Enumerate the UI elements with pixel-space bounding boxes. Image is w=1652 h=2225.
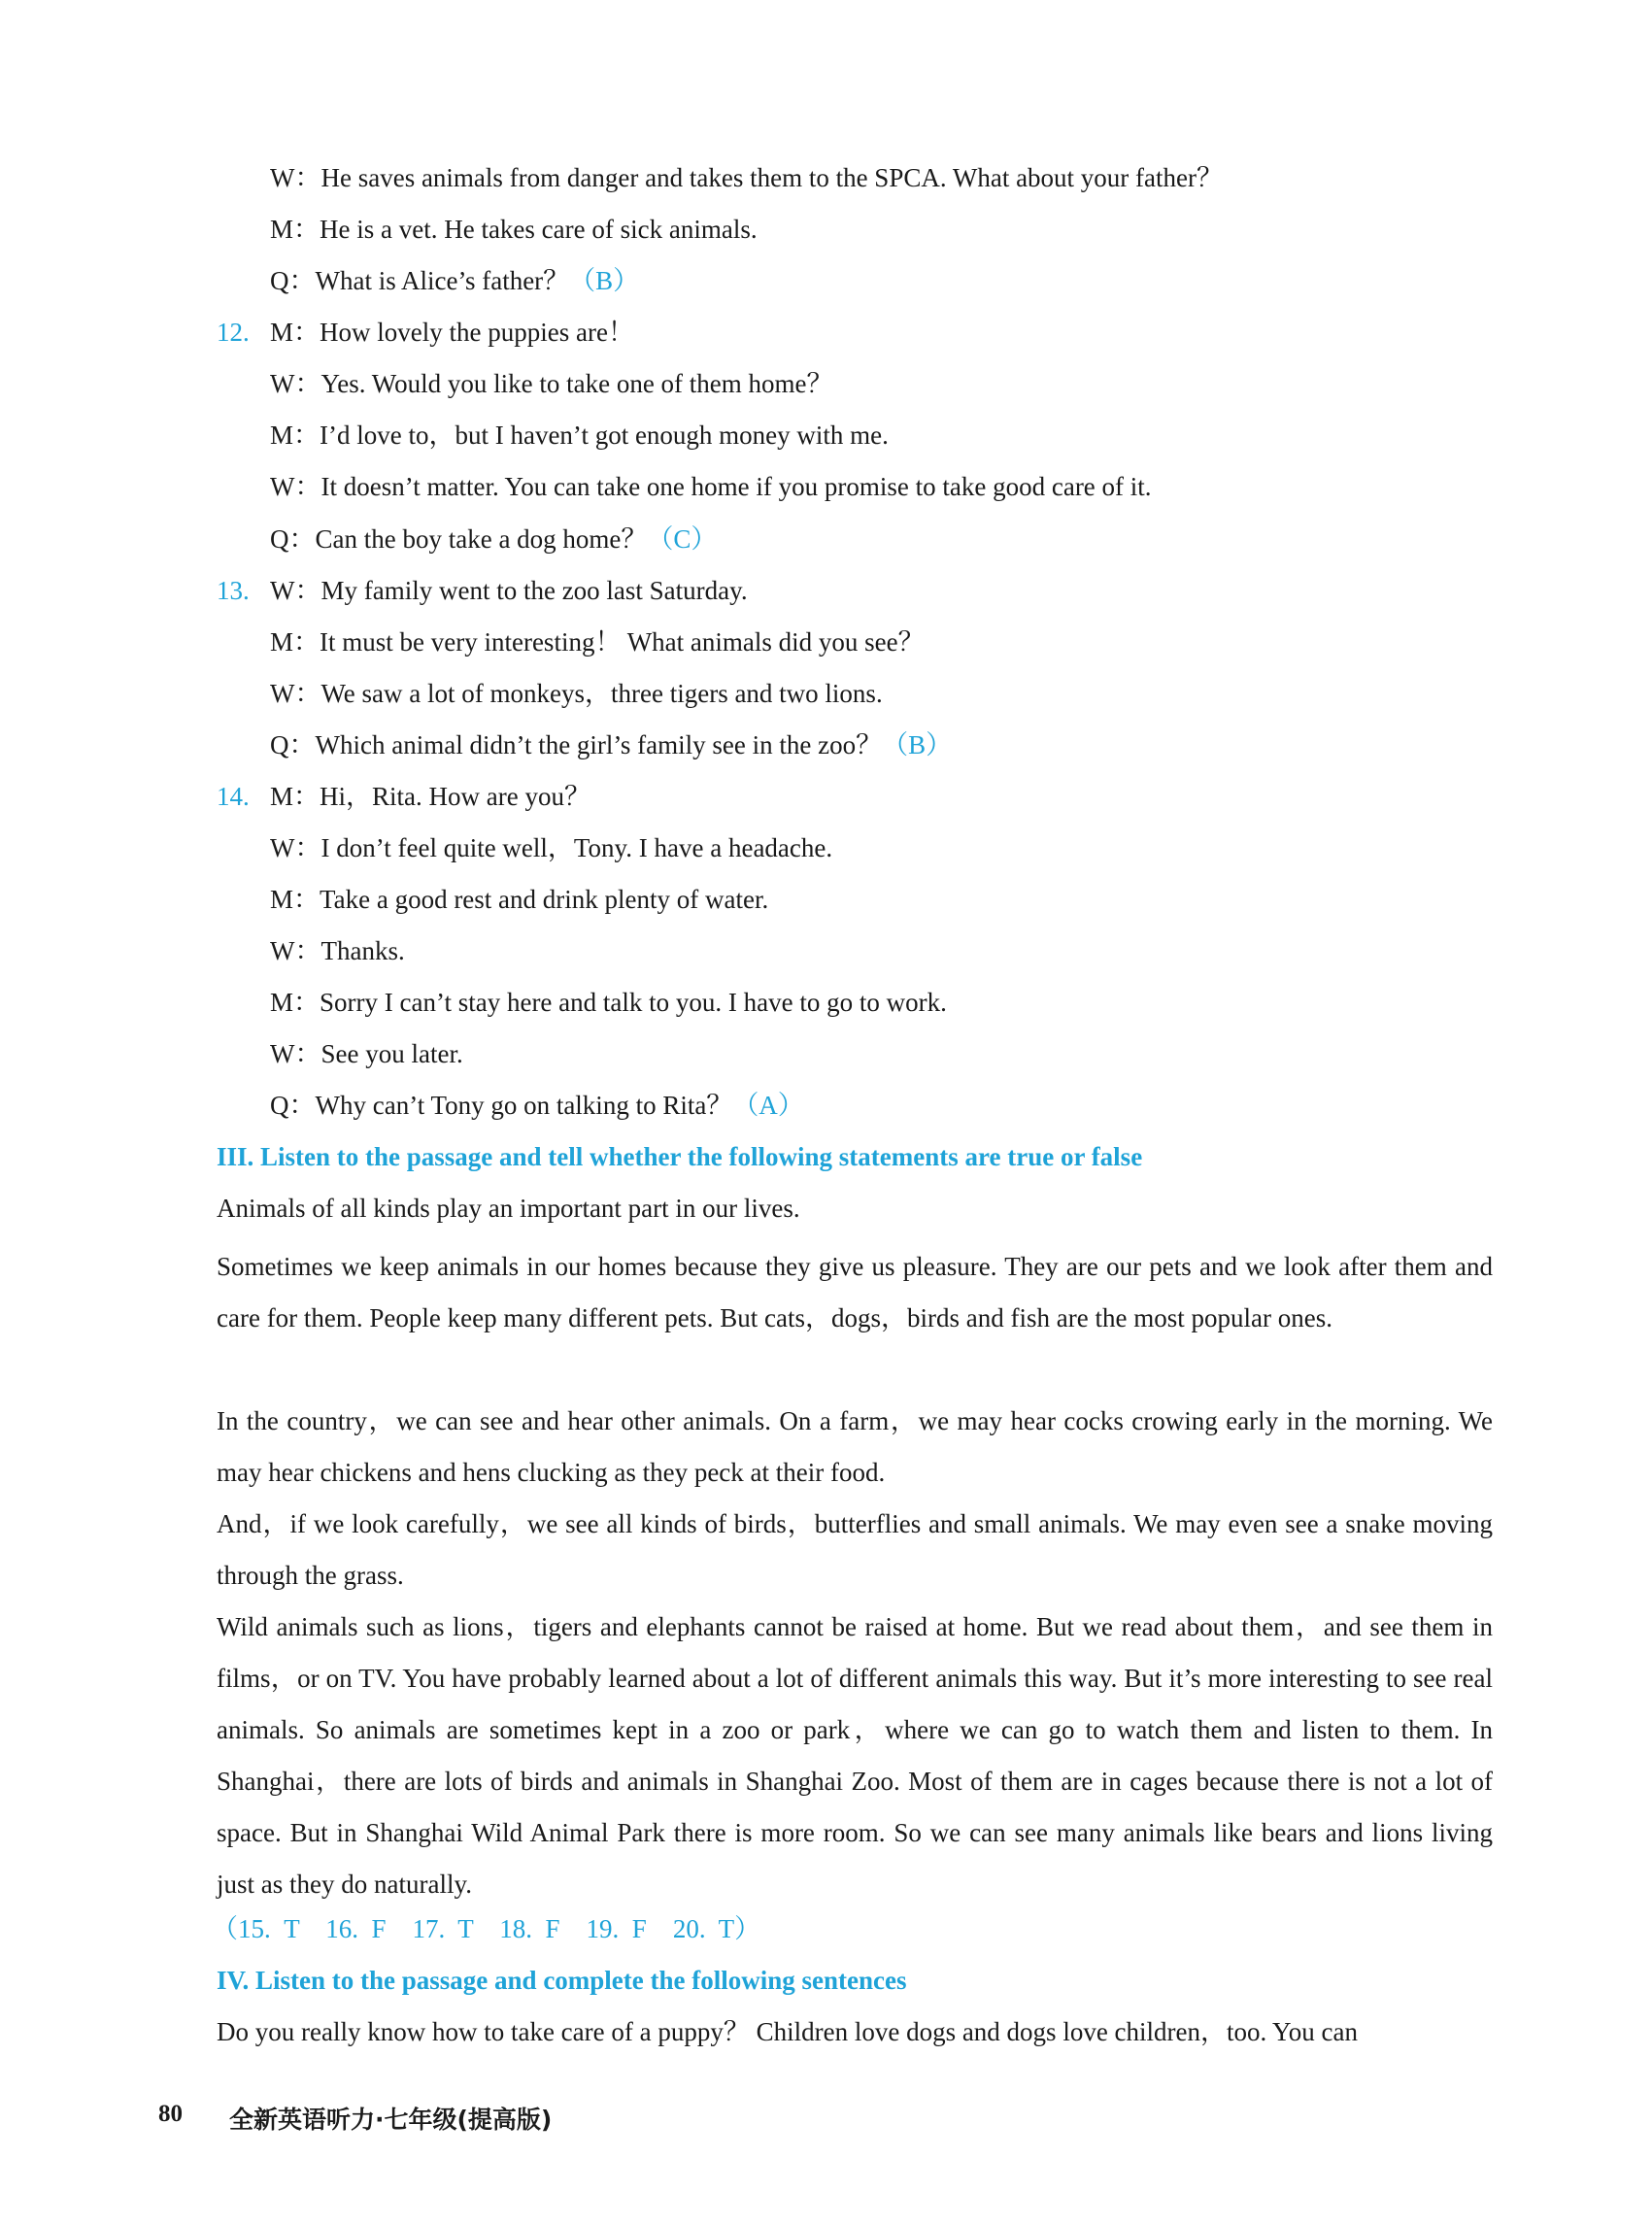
question-text: Q：Can the boy take a dog home？ [270, 524, 648, 554]
question-line [270, 521, 1652, 557]
question-line [270, 1087, 1652, 1124]
dialogue-text: M：Take a good rest and drink plenty of water. [270, 885, 769, 914]
item-number: 12. [217, 318, 250, 347]
dialogue-line [270, 365, 1652, 402]
dialogue-text: W：I don’t feel quite well，Tony. I have a headache. [270, 833, 833, 862]
answer-key: （B） [569, 266, 640, 295]
paragraph: Do you really know how to take care of a puppy？ Children love dogs and dogs love children，too. You can [217, 2017, 1359, 2046]
paragraph: Sometimes we keep animals in our homes because they give us pleasure. They are our pets and we look after them and care for them. People keep many different pets. But cats，dogs，birds and fish are the most popular ones. [217, 1252, 1493, 1332]
answer-key: （B） [882, 730, 953, 759]
dialogue-text: M：Hi，Rita. How are you？ [270, 782, 590, 811]
paragraph: Animals of all kinds play an important part in our lives. [217, 1194, 800, 1223]
dialogue-text: M：Sorry I can’t stay here and talk to you. I have to go to work. [270, 988, 947, 1017]
dialogue-line [270, 881, 1652, 918]
dialogue-text: M：It must be very interesting！ What animals did you see？ [270, 627, 925, 657]
dialogue-line [270, 624, 1652, 660]
question-line [270, 262, 1652, 299]
dialogue-line [270, 159, 1652, 196]
question-text: Q：Why can’t Tony go on talking to Rita？ [270, 1091, 733, 1120]
item-number: 13. [217, 576, 250, 605]
paragraph: Wild animals such as lions，tigers and elephants cannot be raised at home. But we read about them，and see them in films，or on TV. You have probably learned about a lot of different animals this way. But it’s more interesting to see real animals. So animals are sometimes kept in a zoo or park，where we can go to watch them and listen to them. In Shanghai，there are lots of birds and animals in Shanghai Zoo. Most of them are in cages because there is not a lot of space. But in Shanghai Wild Animal Park there is more room. So we can see many animals like bears and lions living just as they do naturally. [217, 1612, 1493, 1899]
paragraph: And，if we look carefully，we see all kinds of birds，butterflies and small animals. We may even see a snake moving through the grass. [217, 1509, 1493, 1590]
dialogue-text: W：It doesn’t matter. You can take one home if you promise to take good care of it. [270, 472, 1152, 501]
dialogue-line [270, 932, 1652, 969]
dialogue-line [270, 1035, 1652, 1072]
answer-key: （15. T 16. F 17. T 18. F 19. F 20. T） [212, 1914, 761, 1943]
section-heading: III. Listen to the passage and tell whether the following statements are true or false [217, 1142, 1143, 1171]
dialogue-text: M：I’d love to，but I haven’t got enough money with me. [270, 421, 889, 450]
answer-key: （C） [647, 524, 718, 554]
dialogue-line [270, 829, 1652, 866]
question-line [270, 726, 1652, 763]
section-heading: IV. Listen to the passage and complete the following sentences [217, 1966, 907, 1995]
dialogue-text: W：Yes. Would you like to take one of them home？ [270, 369, 833, 398]
book-title: 全新英语听力·七年级(提高版) [229, 2106, 553, 2134]
paragraph: In the country，we can see and hear other animals. On a farm，we may hear cocks crowing early in the morning. We may hear chickens and hens clucking as they peck at their food. [217, 1406, 1493, 1487]
dialogue-line [270, 675, 1652, 712]
dialogue-line [270, 417, 1652, 454]
dialogue-line [270, 211, 1652, 248]
dialogue-text: W：See you later. [270, 1039, 463, 1068]
dialogue-text: W：We saw a lot of monkeys，three tigers and two lions. [270, 679, 883, 708]
question-text: Q：Which animal didn’t the girl’s family see in the zoo？ [270, 730, 883, 759]
dialogue-text: W：He saves animals from danger and takes them to the SPCA. What about your father？ [270, 163, 1224, 192]
page-number: 80 [158, 2101, 183, 2127]
dialogue-text: M：He is a vet. He takes care of sick animals. [270, 215, 758, 244]
dialogue-text: W：My family went to the zoo last Saturday. [270, 576, 748, 605]
dialogue-line [270, 468, 1652, 505]
dialogue-text: W：Thanks. [270, 936, 405, 965]
dialogue-line [270, 984, 1652, 1021]
answer-key: （A） [732, 1091, 804, 1120]
item-number: 14. [217, 782, 250, 811]
dialogue-text: M：How lovely the puppies are！ [270, 318, 634, 347]
question-text: Q：What is Alice’s father？ [270, 266, 570, 295]
